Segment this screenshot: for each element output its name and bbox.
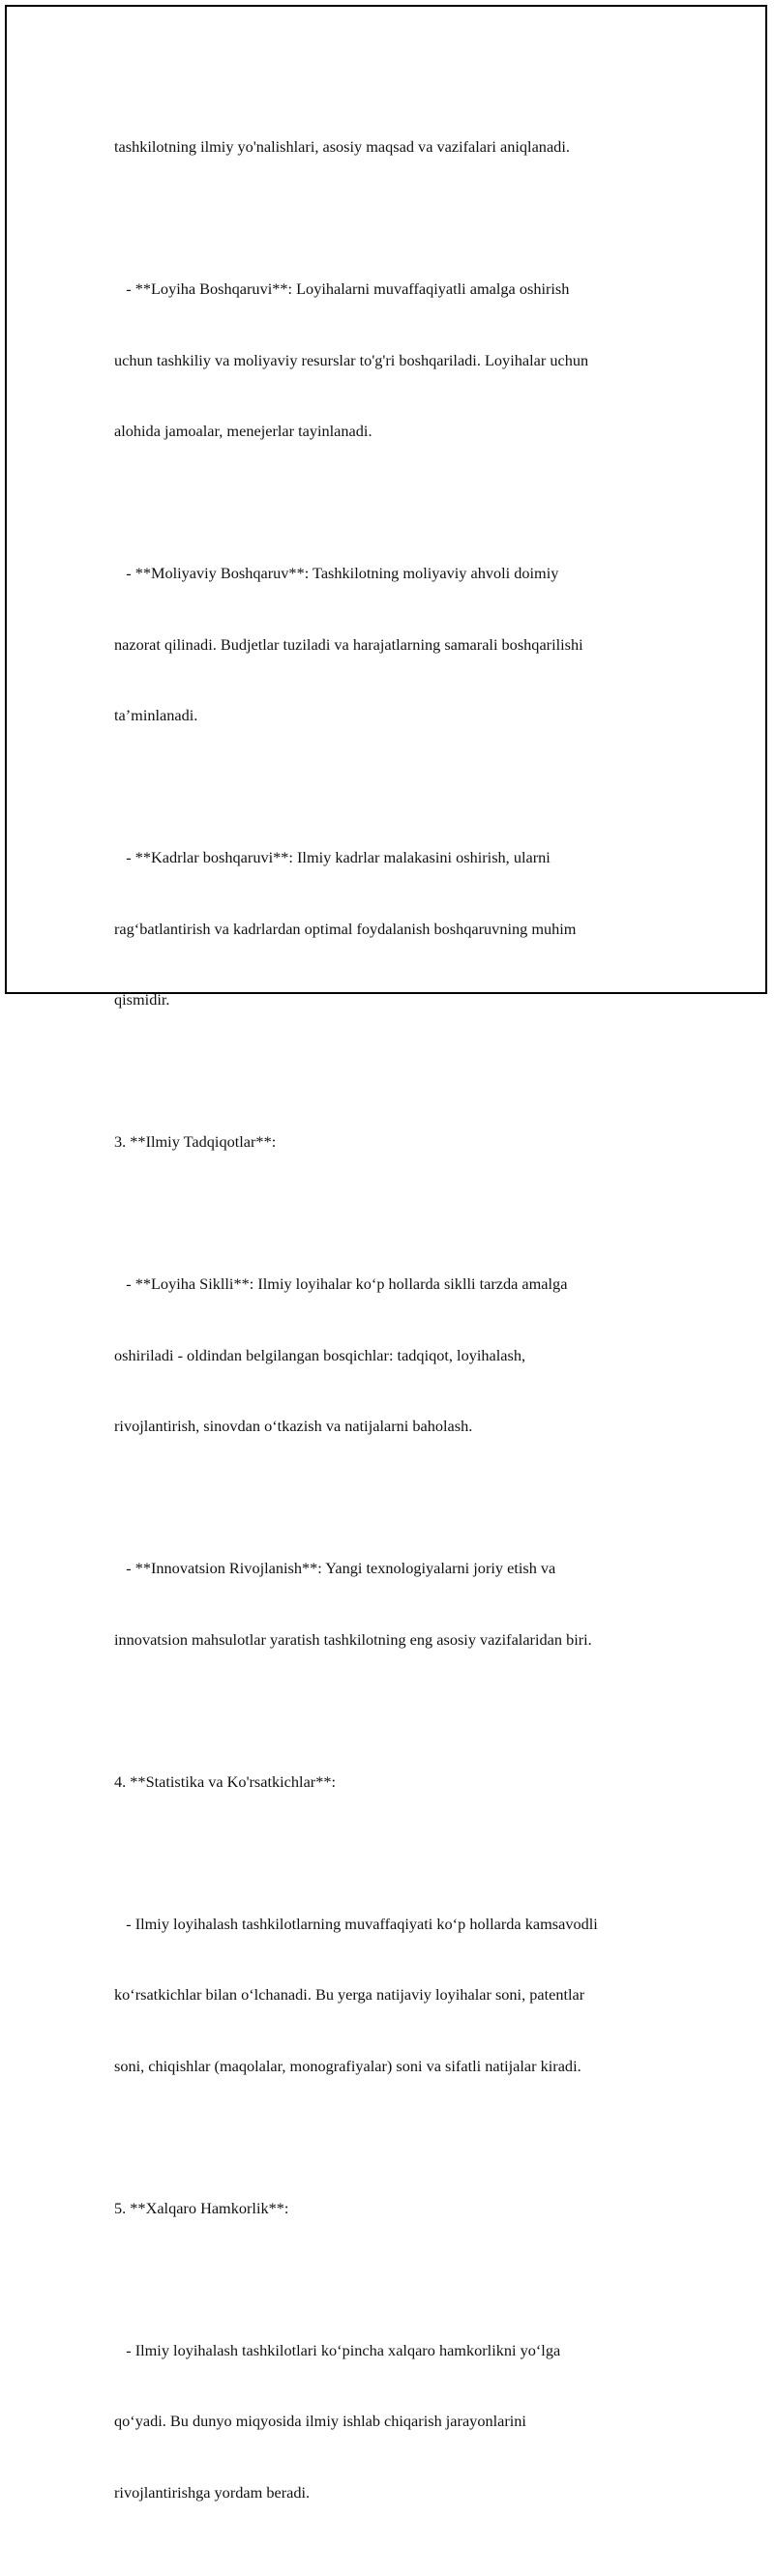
text-line: rivojlantirishga yordam beradi.	[114, 2482, 311, 2502]
text-line: - **Loyiha Siklli**: Ilmiy loyihalar ko‘p hollarda siklli tarzda amalga	[114, 1274, 568, 1293]
text-line: rag‘batlantirish va kadrlardan optimal foydalanish boshqaruvning muhim	[114, 919, 577, 938]
text-line: rivojlantirish, sinovdan o‘tkazish va natijalarni baholash.	[114, 1417, 473, 1435]
paragraph-innovatsion-rivojlanish	[114, 1509, 675, 1699]
heading-ilmiy-tadqiqotlar	[114, 1083, 675, 1202]
text-line: soni, chiqishlar (maqolalar, monografiyalar) soni va sifatli natijalar kiradi.	[114, 2056, 581, 2075]
paragraph-loyiha-siklli	[114, 1225, 675, 1486]
text-line: innovatsion mahsulotlar yaratish tashkilotning eng asosiy vazifalaridan biri.	[114, 1629, 592, 1649]
paragraph-kadrlar-boshqaruvi	[114, 799, 675, 1060]
text-line: oshiriladi - oldindan belgilangan bosqichlar: tadqiqot, loyihalash,	[114, 1345, 526, 1364]
text-line: nazorat qilinadi. Budjetlar tuziladi va harajatlarning samarali boshqarilishi	[114, 634, 583, 654]
text-line: - **Kadrlar boshqaruvi**: Ilmiy kadrlar malakasini oshirish, ularni	[114, 848, 551, 866]
text-line: 4. **Statistika va Ko'rsatkichlar**:	[114, 1771, 337, 1791]
text-line: 3. **Ilmiy Tadqiqotlar**:	[114, 1132, 277, 1151]
paragraph-intro	[114, 88, 675, 207]
text-line: - **Innovatsion Rivojlanish**: Yangi texnologiyalarni joriy etish va	[114, 1559, 556, 1577]
paragraph-statistika	[114, 1865, 675, 2126]
document-body	[114, 88, 675, 2576]
text-line: - **Loyiha Boshqaruvi**: Loyihalarni muvaffaqiyatli amalga oshirish	[114, 279, 570, 298]
paragraph-xalqaro-hamkorlik	[114, 2292, 675, 2553]
text-line: - Ilmiy loyihalash tashkilotlarning muvaffaqiyati ko‘p hollarda kamsavodli	[114, 1914, 598, 1933]
text-line: alohida jamoalar, menejerlar tayinlanadi.	[114, 422, 372, 440]
text-line: qismidir.	[114, 990, 170, 1009]
heading-xalqaro-hamkorlik	[114, 2150, 675, 2269]
heading-statistika	[114, 1723, 675, 1842]
text-line: - Ilmiy loyihalash tashkilotlari ko‘pincha xalqaro hamkorlikni yo‘lga	[114, 2340, 561, 2359]
paragraph-loyiha-boshqaruvi	[114, 230, 675, 491]
text-line: 5. **Xalqaro Hamkorlik**:	[114, 2198, 289, 2217]
paragraph-moliyaviy-boshqaruv	[114, 514, 675, 776]
text-line: ta’minlanadi.	[114, 706, 198, 724]
text-line: uchun tashkiliy va moliyaviy resurslar to'g'ri boshqariladi. Loyihalar uchun	[114, 350, 589, 369]
text-line: - **Moliyaviy Boshqaruv**: Tashkilotning moliyaviy ahvoli doimiy	[114, 564, 559, 582]
text-line: ko‘rsatkichlar bilan o‘lchanadi. Bu yerga natijaviy loyihalar soni, patentlar	[114, 1985, 585, 2004]
text-line: qo‘yadi. Bu dunyo miqyosida ilmiy ishlab chiqarish jarayonlarini	[114, 2412, 526, 2430]
text-line: tashkilotning ilmiy yo'nalishlari, asosiy maqsad va vazifalari aniqlanadi.	[114, 137, 570, 156]
